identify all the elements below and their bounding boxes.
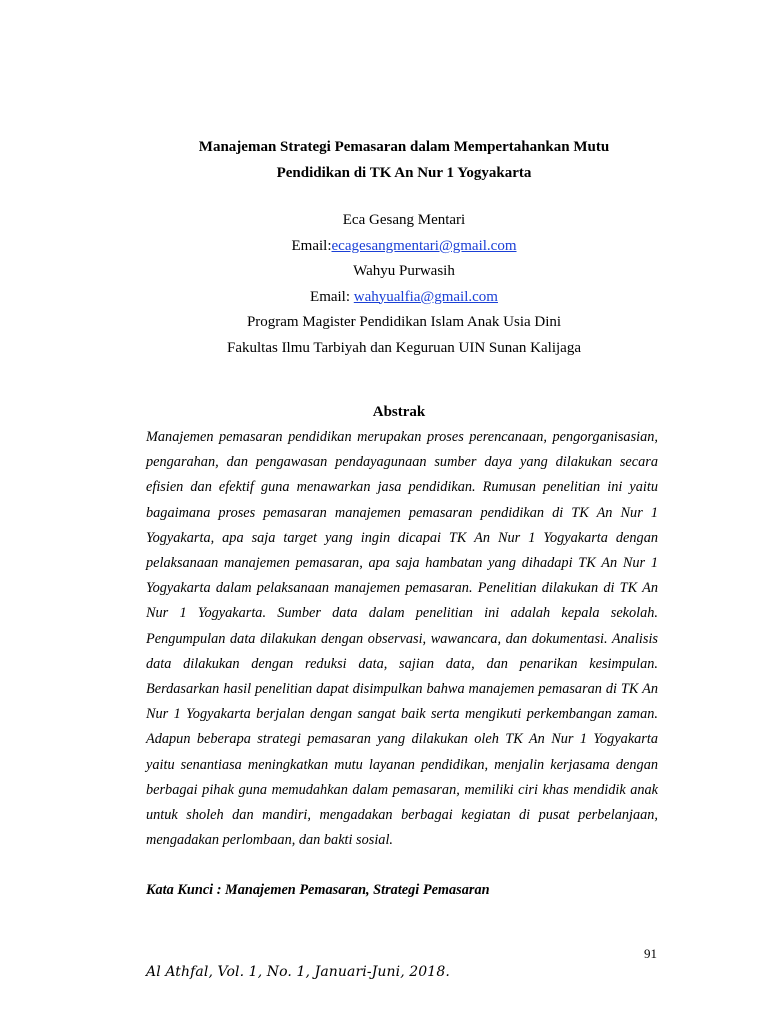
journal-citation-footer: Al Athfal, Vol. 1, No. 1, Januari-Juni, 2018. xyxy=(146,964,450,980)
abstract-body: Manajemen pemasaran pendidikan merupakan proses perencanaan, pengorganisasian, pengarahan, dan pengawasan pendayagunaan sumber daya yang dilakukan secara efisien dan efektif guna menawarkan jasa pendidikan. Rumusan penelitian ini yaitu bagaimana proses pemasaran manajemen pemasaran pendidikan di TK An Nur 1 Yogyakarta, apa saja target yang ingin dicapai TK An Nur 1 Yogyakarta dengan pelaksanaan manajemen pemasaran, apa saja hambatan yang dihadapi TK An Nur 1 Yogyakarta dalam pelaksanaan manajemen pemasaran. Penelitian dilakukan di TK An Nur 1 Yogyakarta. Sumber data dalam penelitian ini adalah kepala sekolah. Pengumpulan data dilakukan dengan observasi, wawancara, dan dokumentasi. Analisis data dilakukan dengan reduksi data, sajian data, dan penarikan kesimpulan. Berdasarkan hasil penelitian dapat disimpulkan bahwa manajemen pemasaran di TK An Nur 1 Yogyakarta berjalan dengan sangat baik serta mengikuti perkembangan zaman. Adapun beberapa strategi pemasaran yang dilakukan oleh TK An Nur 1 Yogyakarta yaitu senantiasa meningkatkan mutu layanan pendidikan, menjalin kerjasama dengan berbagai pihak guna memudahkan dalam pemasaran, memiliki ciri khas mendidik anak untuk sholeh dan mandiri, mengadakan berbagai kegiatan di pusat perbelanjaan, mengadakan perlombaan, dan bakti sosial. xyxy=(146,429,658,849)
paper-title-line-1: Manajeman Strategi Pemasaran dalam Mempertahankan Mutu xyxy=(198,139,610,155)
keywords-line: Kata Kunci : Manajemen Pemasaran, Strategi Pemasaran xyxy=(146,882,490,898)
author-2-name: Wahyu Purwasih xyxy=(353,263,455,279)
author-1-name: Eca Gesang Mentari xyxy=(342,212,466,228)
author-1-email-line xyxy=(100,234,708,260)
paper-title xyxy=(100,134,708,186)
paper-title-line-2: Pendidikan di TK An Nur 1 Yogyakarta xyxy=(276,165,532,181)
abstract-heading: Abstrak xyxy=(372,404,426,420)
faculty-affiliation: Fakultas Ilmu Tarbiyah dan Keguruan UIN Sunan Kalijaga xyxy=(226,339,581,356)
author-block xyxy=(100,208,708,361)
page-number: 91 xyxy=(644,946,657,961)
author-2-email-link[interactable]: wahyualfia@gmail.com xyxy=(353,288,498,305)
author-2-email-line xyxy=(100,285,708,311)
program-affiliation: Program Magister Pendidikan Islam Anak Usia Dini xyxy=(246,314,562,330)
author-2-email-label: Email: xyxy=(310,288,354,305)
author-1-email-label: Email: xyxy=(291,237,332,254)
author-1-email-link[interactable]: ecagesangmentari@gmail.com xyxy=(331,237,517,254)
